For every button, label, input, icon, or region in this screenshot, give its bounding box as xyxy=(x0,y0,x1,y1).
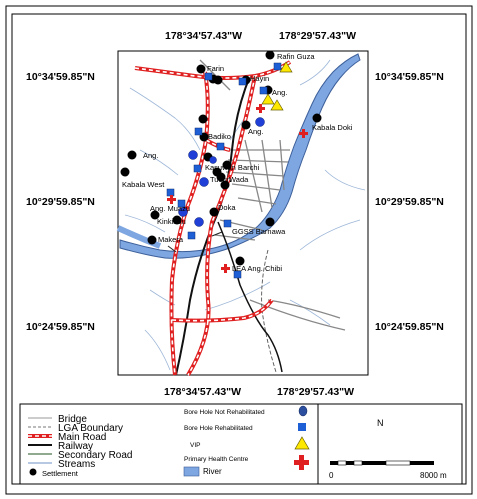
label-doka: Doka xyxy=(218,203,236,212)
legend-bore-rehab: Bore Hole Rehabilitated xyxy=(184,425,253,432)
coord-bottom-right: 178°29'57.43"W xyxy=(277,386,355,398)
label-tudun: Tudun xyxy=(210,175,231,184)
label-kabala-west: Kabala West xyxy=(122,180,165,189)
legend-phc: Primary Health Centre xyxy=(184,456,249,463)
legend-settlement: Settlement xyxy=(42,469,78,478)
legend-bridge: Bridge xyxy=(58,414,87,425)
label-farin: Farin xyxy=(207,64,225,73)
coord-lat-top-right: 10°34'59.85"N xyxy=(375,71,444,83)
legend-river-symbol xyxy=(184,467,199,476)
legend-bore-rehab-symbol xyxy=(298,423,306,431)
legend-railway: Railway xyxy=(58,441,94,452)
label-kinkinau: Kinkinau xyxy=(157,217,186,226)
label-makera: Makera xyxy=(158,235,184,244)
label-rafin-guza: Rafin Guza xyxy=(277,52,315,61)
legend-river: River xyxy=(203,467,222,476)
coord-lat-bot-left: 10°24'59.85"N xyxy=(26,321,95,333)
label-kasuwan-barchi: Kasuwan Barchi xyxy=(205,163,260,172)
legend-secondary: Secondary Road xyxy=(58,450,133,461)
legend-streams: Streams xyxy=(58,459,96,470)
scale-bar xyxy=(330,461,434,465)
legend-main-road: Main Road xyxy=(58,432,107,443)
legend-vip: VIP xyxy=(190,442,201,449)
scale-start: 0 xyxy=(329,471,334,480)
coord-lat-mid-right: 10°29'59.85"N xyxy=(375,196,444,208)
coord-lat-bot-right: 10°24'59.85"N xyxy=(375,321,444,333)
label-ggss-barnawa: GGSS Barnawa xyxy=(232,227,286,236)
legend-bore-not: Bore Hole Not Rehabilitated xyxy=(184,409,265,416)
coord-lat-mid-left: 10°29'59.85"N xyxy=(26,196,95,208)
label-hayin: Hayin xyxy=(250,74,270,83)
legend xyxy=(20,404,462,484)
legend-lga: LGA Boundary xyxy=(58,423,124,434)
coord-lat-top-left: 10°34'59.85"N xyxy=(26,71,95,83)
label-lea-ang-chibi: LEA Ang. Chibi xyxy=(232,264,283,273)
label-ang-muazu: Ang. Muazu xyxy=(150,204,191,213)
label-badiko: Badiko xyxy=(208,132,231,141)
scale-end: 8000 m xyxy=(420,471,447,480)
label-ang-top: Ang. xyxy=(272,88,288,97)
coord-top-right: 178°29'57.43"W xyxy=(279,30,357,42)
coord-top-left: 178°34'57.43"W xyxy=(165,30,243,42)
label-wada: Wada xyxy=(229,175,249,184)
coord-bottom-left: 178°34'57.43"W xyxy=(164,386,242,398)
label-ang-right: Ang. xyxy=(248,127,264,136)
north-label: N xyxy=(377,418,384,428)
legend-bore-not-symbol xyxy=(299,406,307,416)
label-kabala-doki: Kabala Doki xyxy=(312,123,353,132)
label-ang-left: Ang. xyxy=(143,151,159,160)
